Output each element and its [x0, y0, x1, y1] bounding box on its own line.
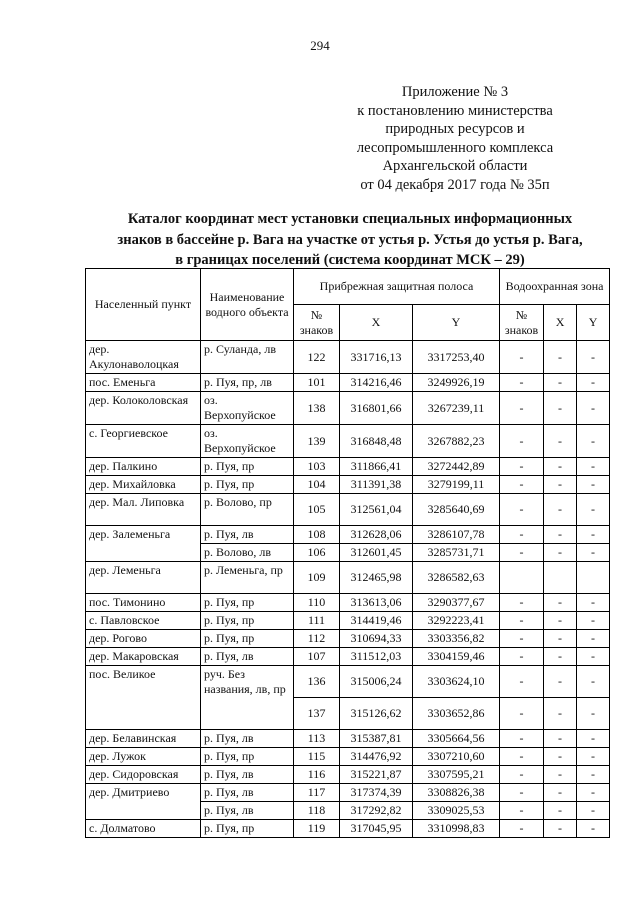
cell-settlement: пос. Тимонино	[86, 594, 201, 612]
cell-zone-coord-y: -	[577, 392, 610, 425]
cell-coord-x: 316848,48	[340, 425, 413, 458]
cell-water-object: р. Пуя, лв	[201, 784, 294, 802]
cell-settlement: дер. Сидоровская	[86, 766, 201, 784]
cell-water-object: р. Пуя, лв	[201, 802, 294, 820]
cell-zone-coord-x: -	[544, 374, 577, 392]
cell-zone-sign-number: -	[500, 526, 544, 544]
header-strip-num: № знаков	[294, 305, 340, 341]
cell-zone-sign-number: -	[500, 374, 544, 392]
cell-settlement: дер. Залеменьга	[86, 526, 201, 562]
cell-zone-sign-number: -	[500, 698, 544, 730]
appendix-line: Приложение № 3	[401, 84, 509, 100]
cell-water-object: р. Пуя, пр	[201, 594, 294, 612]
cell-settlement: дер. Леменьга	[86, 562, 201, 594]
cell-zone-coord-x: -	[544, 666, 577, 698]
cell-coord-y: 3310998,83	[413, 820, 500, 838]
cell-zone-coord-x: -	[544, 526, 577, 544]
cell-coord-x: 317292,82	[340, 802, 413, 820]
cell-sign-number: 104	[294, 476, 340, 494]
cell-sign-number: 113	[294, 730, 340, 748]
cell-settlement: дер. Акулонаволоцкая	[86, 341, 201, 374]
cell-zone-coord-x: -	[544, 392, 577, 425]
cell-coord-x: 312465,98	[340, 562, 413, 594]
cell-zone-sign-number: -	[500, 820, 544, 838]
cell-coord-x: 317045,95	[340, 820, 413, 838]
cell-water-object: р. Пуя, лв	[201, 730, 294, 748]
cell-zone-coord-x: -	[544, 425, 577, 458]
cell-zone-coord-y: -	[577, 476, 610, 494]
table-row	[86, 526, 610, 544]
title-line: знаков в бассейне р. Вага на участке от устья р. Устья до устья р. Вага,	[117, 231, 583, 248]
cell-sign-number: 105	[294, 494, 340, 526]
cell-coord-y: 3249926,19	[413, 374, 500, 392]
cell-water-object: р. Пуя, пр	[201, 476, 294, 494]
cell-sign-number: 116	[294, 766, 340, 784]
appendix-line: к постановлению министерства	[357, 102, 553, 119]
cell-coord-y: 3303652,86	[413, 698, 500, 730]
cell-coord-x: 311391,38	[340, 476, 413, 494]
table-row	[86, 666, 610, 698]
cell-zone-coord-y: -	[577, 458, 610, 476]
cell-water-object: р. Суланда, лв	[201, 341, 294, 374]
cell-zone-coord-x	[544, 562, 577, 594]
cell-zone-coord-y: -	[577, 630, 610, 648]
cell-coord-y: 3308826,38	[413, 784, 500, 802]
cell-coord-x: 314419,46	[340, 612, 413, 630]
cell-zone-coord-x: -	[544, 784, 577, 802]
cell-settlement: с. Павловское	[86, 612, 201, 630]
table-row	[86, 766, 610, 784]
cell-zone-coord-x: -	[544, 730, 577, 748]
cell-sign-number: 117	[294, 784, 340, 802]
appendix-line: лесопромышленного комплекса	[356, 139, 554, 156]
cell-coord-y: 3279199,11	[413, 476, 500, 494]
table-row	[86, 612, 610, 630]
cell-water-object: оз. Верхопуйское	[201, 425, 294, 458]
cell-zone-sign-number: -	[500, 766, 544, 784]
cell-zone-sign-number: -	[500, 730, 544, 748]
cell-coord-x: 331716,13	[340, 341, 413, 374]
header-zone-x: X	[544, 305, 577, 341]
header-coastal-strip: Прибрежная защитная полоса	[294, 269, 500, 305]
cell-zone-sign-number: -	[500, 612, 544, 630]
cell-water-object: р. Пуя, лв	[201, 648, 294, 666]
cell-zone-coord-y: -	[577, 612, 610, 630]
cell-zone-coord-y: -	[577, 666, 610, 698]
header-settlement: Населенный пункт	[86, 269, 201, 341]
cell-sign-number: 107	[294, 648, 340, 666]
cell-water-object: р. Пуя, пр	[201, 612, 294, 630]
cell-coord-y: 3307210,60	[413, 748, 500, 766]
table-row	[86, 476, 610, 494]
cell-water-object: р. Волово, лв	[201, 544, 294, 562]
cell-zone-sign-number: -	[500, 392, 544, 425]
cell-settlement: пос. Еменьга	[86, 374, 201, 392]
appendix-line: от 04 декабря 2017 года № 35п	[360, 176, 550, 193]
cell-zone-coord-y: -	[577, 341, 610, 374]
cell-settlement: дер. Колоколовская	[86, 392, 201, 425]
cell-zone-coord-y: -	[577, 648, 610, 666]
cell-water-object: р. Пуя, лв	[201, 526, 294, 544]
cell-zone-coord-x: -	[544, 612, 577, 630]
cell-coord-x: 312601,45	[340, 544, 413, 562]
cell-zone-sign-number: -	[500, 458, 544, 476]
table-row	[86, 748, 610, 766]
cell-coord-x: 311512,03	[340, 648, 413, 666]
cell-coord-y: 3307595,21	[413, 766, 500, 784]
cell-zone-coord-y: -	[577, 820, 610, 838]
cell-settlement: дер. Михайловка	[86, 476, 201, 494]
cell-coord-y: 3285731,71	[413, 544, 500, 562]
cell-water-object: р. Пуя, пр	[201, 820, 294, 838]
cell-water-object: р. Пуя, пр	[201, 748, 294, 766]
cell-zone-sign-number: -	[500, 425, 544, 458]
cell-coord-x: 317374,39	[340, 784, 413, 802]
cell-sign-number: 136	[294, 666, 340, 698]
cell-zone-sign-number: -	[500, 666, 544, 698]
cell-settlement: дер. Рогово	[86, 630, 201, 648]
cell-sign-number: 110	[294, 594, 340, 612]
cell-zone-coord-x: -	[544, 802, 577, 820]
table-row	[86, 425, 610, 458]
cell-zone-coord-y: -	[577, 425, 610, 458]
cell-water-object: р. Пуя, пр	[201, 630, 294, 648]
cell-zone-coord-x: -	[544, 698, 577, 730]
cell-water-object: р. Леменьга, пр	[201, 562, 294, 594]
cell-zone-coord-y: -	[577, 748, 610, 766]
cell-coord-y: 3267882,23	[413, 425, 500, 458]
cell-coord-x: 312561,04	[340, 494, 413, 526]
table-row	[86, 374, 610, 392]
cell-zone-coord-x: -	[544, 458, 577, 476]
cell-coord-x: 313613,06	[340, 594, 413, 612]
cell-coord-y: 3309025,53	[413, 802, 500, 820]
table-row	[86, 820, 610, 838]
cell-sign-number: 119	[294, 820, 340, 838]
cell-sign-number: 137	[294, 698, 340, 730]
cell-zone-coord-y: -	[577, 594, 610, 612]
cell-sign-number: 112	[294, 630, 340, 648]
cell-sign-number: 106	[294, 544, 340, 562]
cell-zone-sign-number: -	[500, 594, 544, 612]
cell-sign-number: 103	[294, 458, 340, 476]
cell-coord-x: 315221,87	[340, 766, 413, 784]
cell-sign-number: 118	[294, 802, 340, 820]
table-row	[86, 630, 610, 648]
cell-zone-sign-number: -	[500, 648, 544, 666]
cell-zone-coord-y: -	[577, 766, 610, 784]
header-water-object: Наименование водного объекта	[201, 269, 294, 341]
cell-zone-coord-x: -	[544, 594, 577, 612]
cell-coord-x: 312628,06	[340, 526, 413, 544]
cell-settlement: с. Долматово	[86, 820, 201, 838]
cell-coord-x: 314476,92	[340, 748, 413, 766]
cell-zone-coord-x: -	[544, 648, 577, 666]
cell-zone-coord-x: -	[544, 544, 577, 562]
cell-zone-sign-number	[500, 562, 544, 594]
cell-zone-coord-y: -	[577, 526, 610, 544]
table-row	[86, 648, 610, 666]
cell-settlement: дер. Лужок	[86, 748, 201, 766]
cell-zone-coord-x: -	[544, 494, 577, 526]
cell-zone-coord-y: -	[577, 494, 610, 526]
cell-zone-sign-number: -	[500, 630, 544, 648]
cell-zone-coord-y: -	[577, 698, 610, 730]
cell-coord-y: 3303356,82	[413, 630, 500, 648]
cell-coord-x: 310694,33	[340, 630, 413, 648]
cell-settlement: дер. Белавинская	[86, 730, 201, 748]
cell-water-object: р. Пуя, пр, лв	[201, 374, 294, 392]
cell-zone-sign-number: -	[500, 784, 544, 802]
cell-zone-coord-y: -	[577, 374, 610, 392]
cell-zone-sign-number: -	[500, 748, 544, 766]
cell-coord-y: 3290377,67	[413, 594, 500, 612]
cell-zone-coord-y: -	[577, 544, 610, 562]
cell-zone-sign-number: -	[500, 544, 544, 562]
cell-settlement: пос. Великое	[86, 666, 201, 730]
cell-sign-number: 111	[294, 612, 340, 630]
appendix-line: Архангельской области	[382, 158, 528, 175]
cell-settlement: дер. Палкино	[86, 458, 201, 476]
header-strip-x: X	[340, 305, 413, 341]
cell-zone-coord-y: -	[577, 802, 610, 820]
table-row	[86, 341, 610, 374]
cell-sign-number: 109	[294, 562, 340, 594]
page-number: 294	[310, 38, 330, 53]
cell-zone-coord-x: -	[544, 766, 577, 784]
cell-coord-y: 3305664,56	[413, 730, 500, 748]
table-row	[86, 594, 610, 612]
header-zone-y: Y	[577, 305, 610, 341]
cell-coord-y: 3286582,63	[413, 562, 500, 594]
cell-coord-y: 3317253,40	[413, 341, 500, 374]
cell-zone-coord-x: -	[544, 341, 577, 374]
table-row	[86, 730, 610, 748]
cell-zone-coord-x: -	[544, 476, 577, 494]
cell-sign-number: 115	[294, 748, 340, 766]
header-water-zone: Водоохранная зона	[500, 269, 610, 305]
cell-zone-coord-y	[577, 562, 610, 594]
cell-coord-y: 3303624,10	[413, 666, 500, 698]
cell-zone-sign-number: -	[500, 341, 544, 374]
cell-water-object: р. Волово, пр	[201, 494, 294, 526]
cell-sign-number: 108	[294, 526, 340, 544]
cell-coord-y: 3292223,41	[413, 612, 500, 630]
cell-settlement: дер. Мал. Липовка	[86, 494, 201, 526]
cell-zone-coord-x: -	[544, 748, 577, 766]
cell-zone-coord-x: -	[544, 820, 577, 838]
header-strip-y: Y	[413, 305, 500, 341]
header-zone-num: № знаков	[500, 305, 544, 341]
table-row	[86, 392, 610, 425]
cell-coord-y: 3304159,46	[413, 648, 500, 666]
cell-sign-number: 139	[294, 425, 340, 458]
cell-coord-x: 316801,66	[340, 392, 413, 425]
table-row	[86, 562, 610, 594]
cell-coord-y: 3267239,11	[413, 392, 500, 425]
cell-zone-coord-x: -	[544, 630, 577, 648]
cell-settlement: дер. Дмитриево	[86, 784, 201, 820]
cell-coord-y: 3286107,78	[413, 526, 500, 544]
cell-coord-y: 3272442,89	[413, 458, 500, 476]
cell-sign-number: 138	[294, 392, 340, 425]
cell-coord-x: 315387,81	[340, 730, 413, 748]
cell-coord-x: 315006,24	[340, 666, 413, 698]
cell-settlement: с. Георгиевское	[86, 425, 201, 458]
cell-water-object: р. Пуя, пр	[201, 458, 294, 476]
appendix-line: природных ресурсов и	[385, 121, 525, 138]
appendix-block	[340, 83, 570, 195]
table-row	[86, 494, 610, 526]
table-body	[86, 341, 610, 838]
title-line: в границах поселений (система координат МСК – 29)	[175, 252, 525, 268]
cell-coord-y: 3285640,69	[413, 494, 500, 526]
cell-coord-x: 315126,62	[340, 698, 413, 730]
cell-settlement: дер. Макаровская	[86, 648, 201, 666]
coordinates-table	[85, 268, 610, 838]
cell-sign-number: 122	[294, 341, 340, 374]
cell-water-object: руч. Без названия, лв, пр	[201, 666, 294, 730]
cell-sign-number: 101	[294, 374, 340, 392]
cell-zone-sign-number: -	[500, 494, 544, 526]
cell-coord-x: 314216,46	[340, 374, 413, 392]
cell-zone-sign-number: -	[500, 476, 544, 494]
document-title	[70, 209, 630, 271]
table-row	[86, 458, 610, 476]
title-line: Каталог координат мест установки специальных информационных	[127, 211, 573, 227]
cell-water-object: оз. Верхопуйское	[201, 392, 294, 425]
cell-coord-x: 311866,41	[340, 458, 413, 476]
cell-zone-coord-y: -	[577, 730, 610, 748]
cell-zone-sign-number: -	[500, 802, 544, 820]
cell-zone-coord-y: -	[577, 784, 610, 802]
cell-water-object: р. Пуя, лв	[201, 766, 294, 784]
table-row	[86, 784, 610, 802]
